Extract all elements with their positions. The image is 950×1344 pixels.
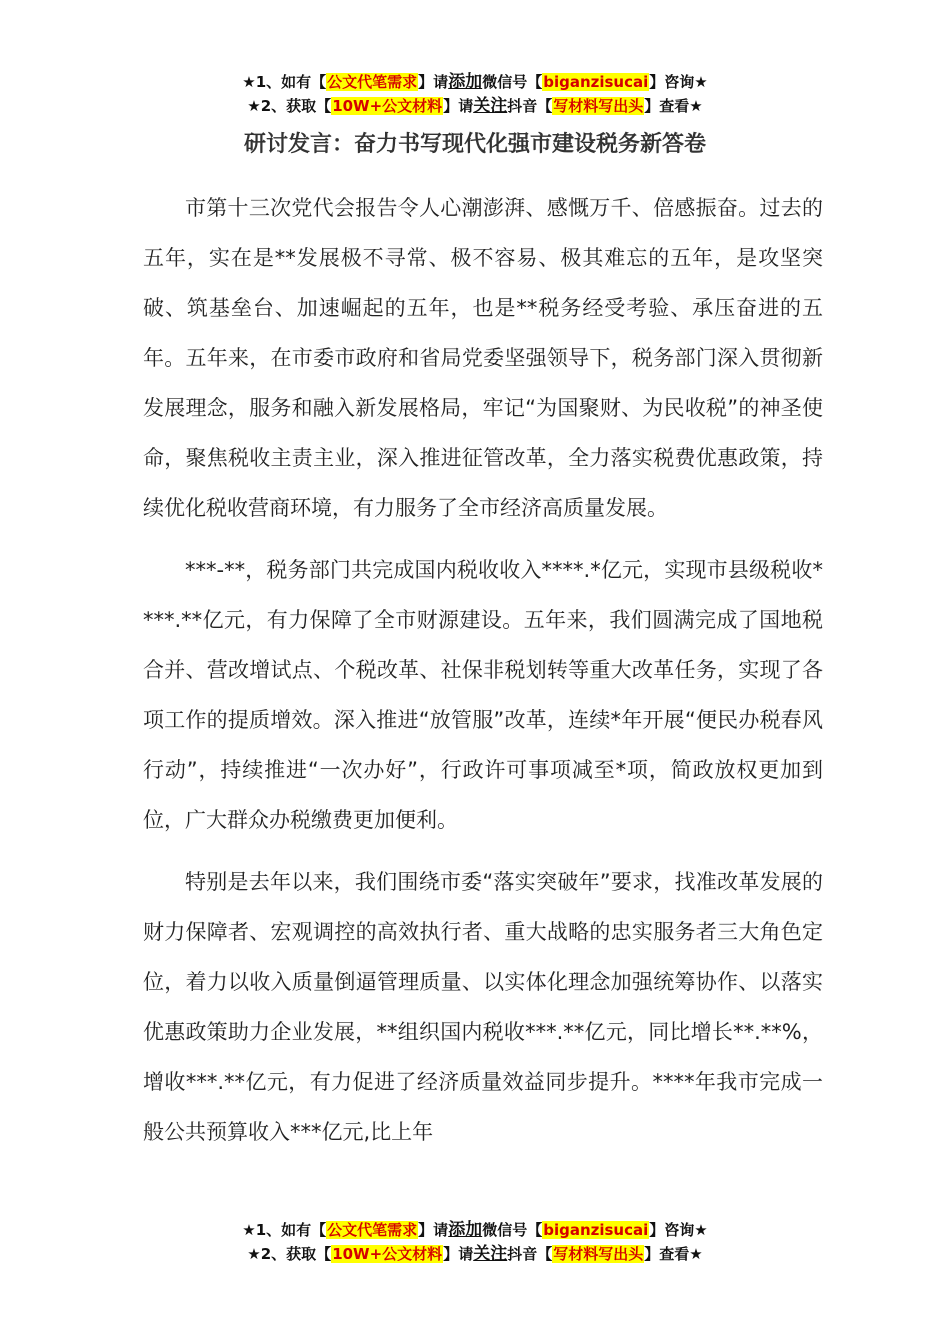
banner-text: 】查看★ [644,97,703,115]
banner-text: 】咨询★ [649,73,708,91]
banner-highlight: 10W+公文材料 [332,1245,443,1263]
banner-underline: 添加 [448,1220,483,1240]
banner-text: 微信号【 [482,73,543,91]
banner-text: ★2、获取【 [247,97,332,115]
banner-text: 】请 [418,1221,449,1239]
banner-text: 】请 [418,73,449,91]
banner-underline: 添加 [448,72,483,92]
banner-text: 微信号【 [482,1221,543,1239]
document-title: 研讨发言：奋力书写现代化强市建设税务新答卷 [243,132,706,157]
banner-text: 】请 [443,97,474,115]
banner-text: 抖音【 [507,1245,553,1263]
banner-highlight: biganzisucai [543,1221,649,1239]
banner-highlight: 写材料写出头 [553,1245,644,1263]
paragraph: ***-**，税务部门共完成国内税收收入****.*亿元，实现市县级税收****.**亿元，有力保障了全市财源建设。五年来，我们圆满完成了国地税合并、营改增试点、个税改革、社保非税划转等重大改革任务，实现了各项工作的提质增效。深入推进“放管服”改革，连续*年开展“便民办税春风行动”，持续推进“一次办好”，行政许可事项减至*项，简政放权更加到位，广大群众办税缴费更加便利。 [143,558,823,832]
header-banner [0,70,950,118]
banner-line-2 [0,94,950,118]
banner-line-1 [0,70,950,94]
banner-highlight: 10W+公文材料 [332,97,443,115]
banner-text: ★2、获取【 [247,1245,332,1263]
document-body [143,183,823,1169]
banner-highlight: biganzisucai [543,73,649,91]
banner-highlight: 公文代笔需求 [327,1221,418,1239]
banner-line-1 [0,1218,950,1242]
banner-text: 】咨询★ [649,1221,708,1239]
footer-banner [0,1218,950,1266]
banner-text: ★1、如有【 [242,1221,327,1239]
banner-highlight: 写材料写出头 [553,97,644,115]
banner-text: 抖音【 [507,97,553,115]
banner-underline: 关注 [473,96,508,116]
paragraph: 特别是去年以来，我们围绕市委“落实突破年”要求，找准改革发展的财力保障者、宏观调控的高效执行者、重大战略的忠实服务者三大角色定位，着力以收入质量倒逼管理质量、以实体化理念加强统筹协作、以落实优惠政策助力企业发展，**组织国内税收***.**亿元，同比增长**.**%，增收***.**亿元，有力促进了经济质量效益同步提升。****年我市完成一般公共预算收入***亿元,比上年 [143,870,823,1144]
banner-highlight: 公文代笔需求 [327,73,418,91]
banner-text: 】查看★ [644,1245,703,1263]
banner-line-2 [0,1242,950,1266]
banner-text: 】请 [443,1245,474,1263]
paragraph: 市第十三次党代会报告令人心潮澎湃、感慨万千、倍感振奋。过去的五年，实在是**发展极不寻常、极不容易、极其难忘的五年，是攻坚突破、筑基垒台、加速崛起的五年，也是**税务经受考验、承压奋进的五年。五年来，在市委市政府和省局党委坚强领导下，税务部门深入贯彻新发展理念，服务和融入新发展格局，牢记“为国聚财、为民收税”的神圣使命，聚焦税收主责主业，深入推进征管改革，全力落实税费优惠政策，持续优化税收营商环境，有力服务了全市经济高质量发展。 [143,196,823,520]
banner-underline: 关注 [473,1244,508,1264]
banner-text: ★1、如有【 [242,73,327,91]
